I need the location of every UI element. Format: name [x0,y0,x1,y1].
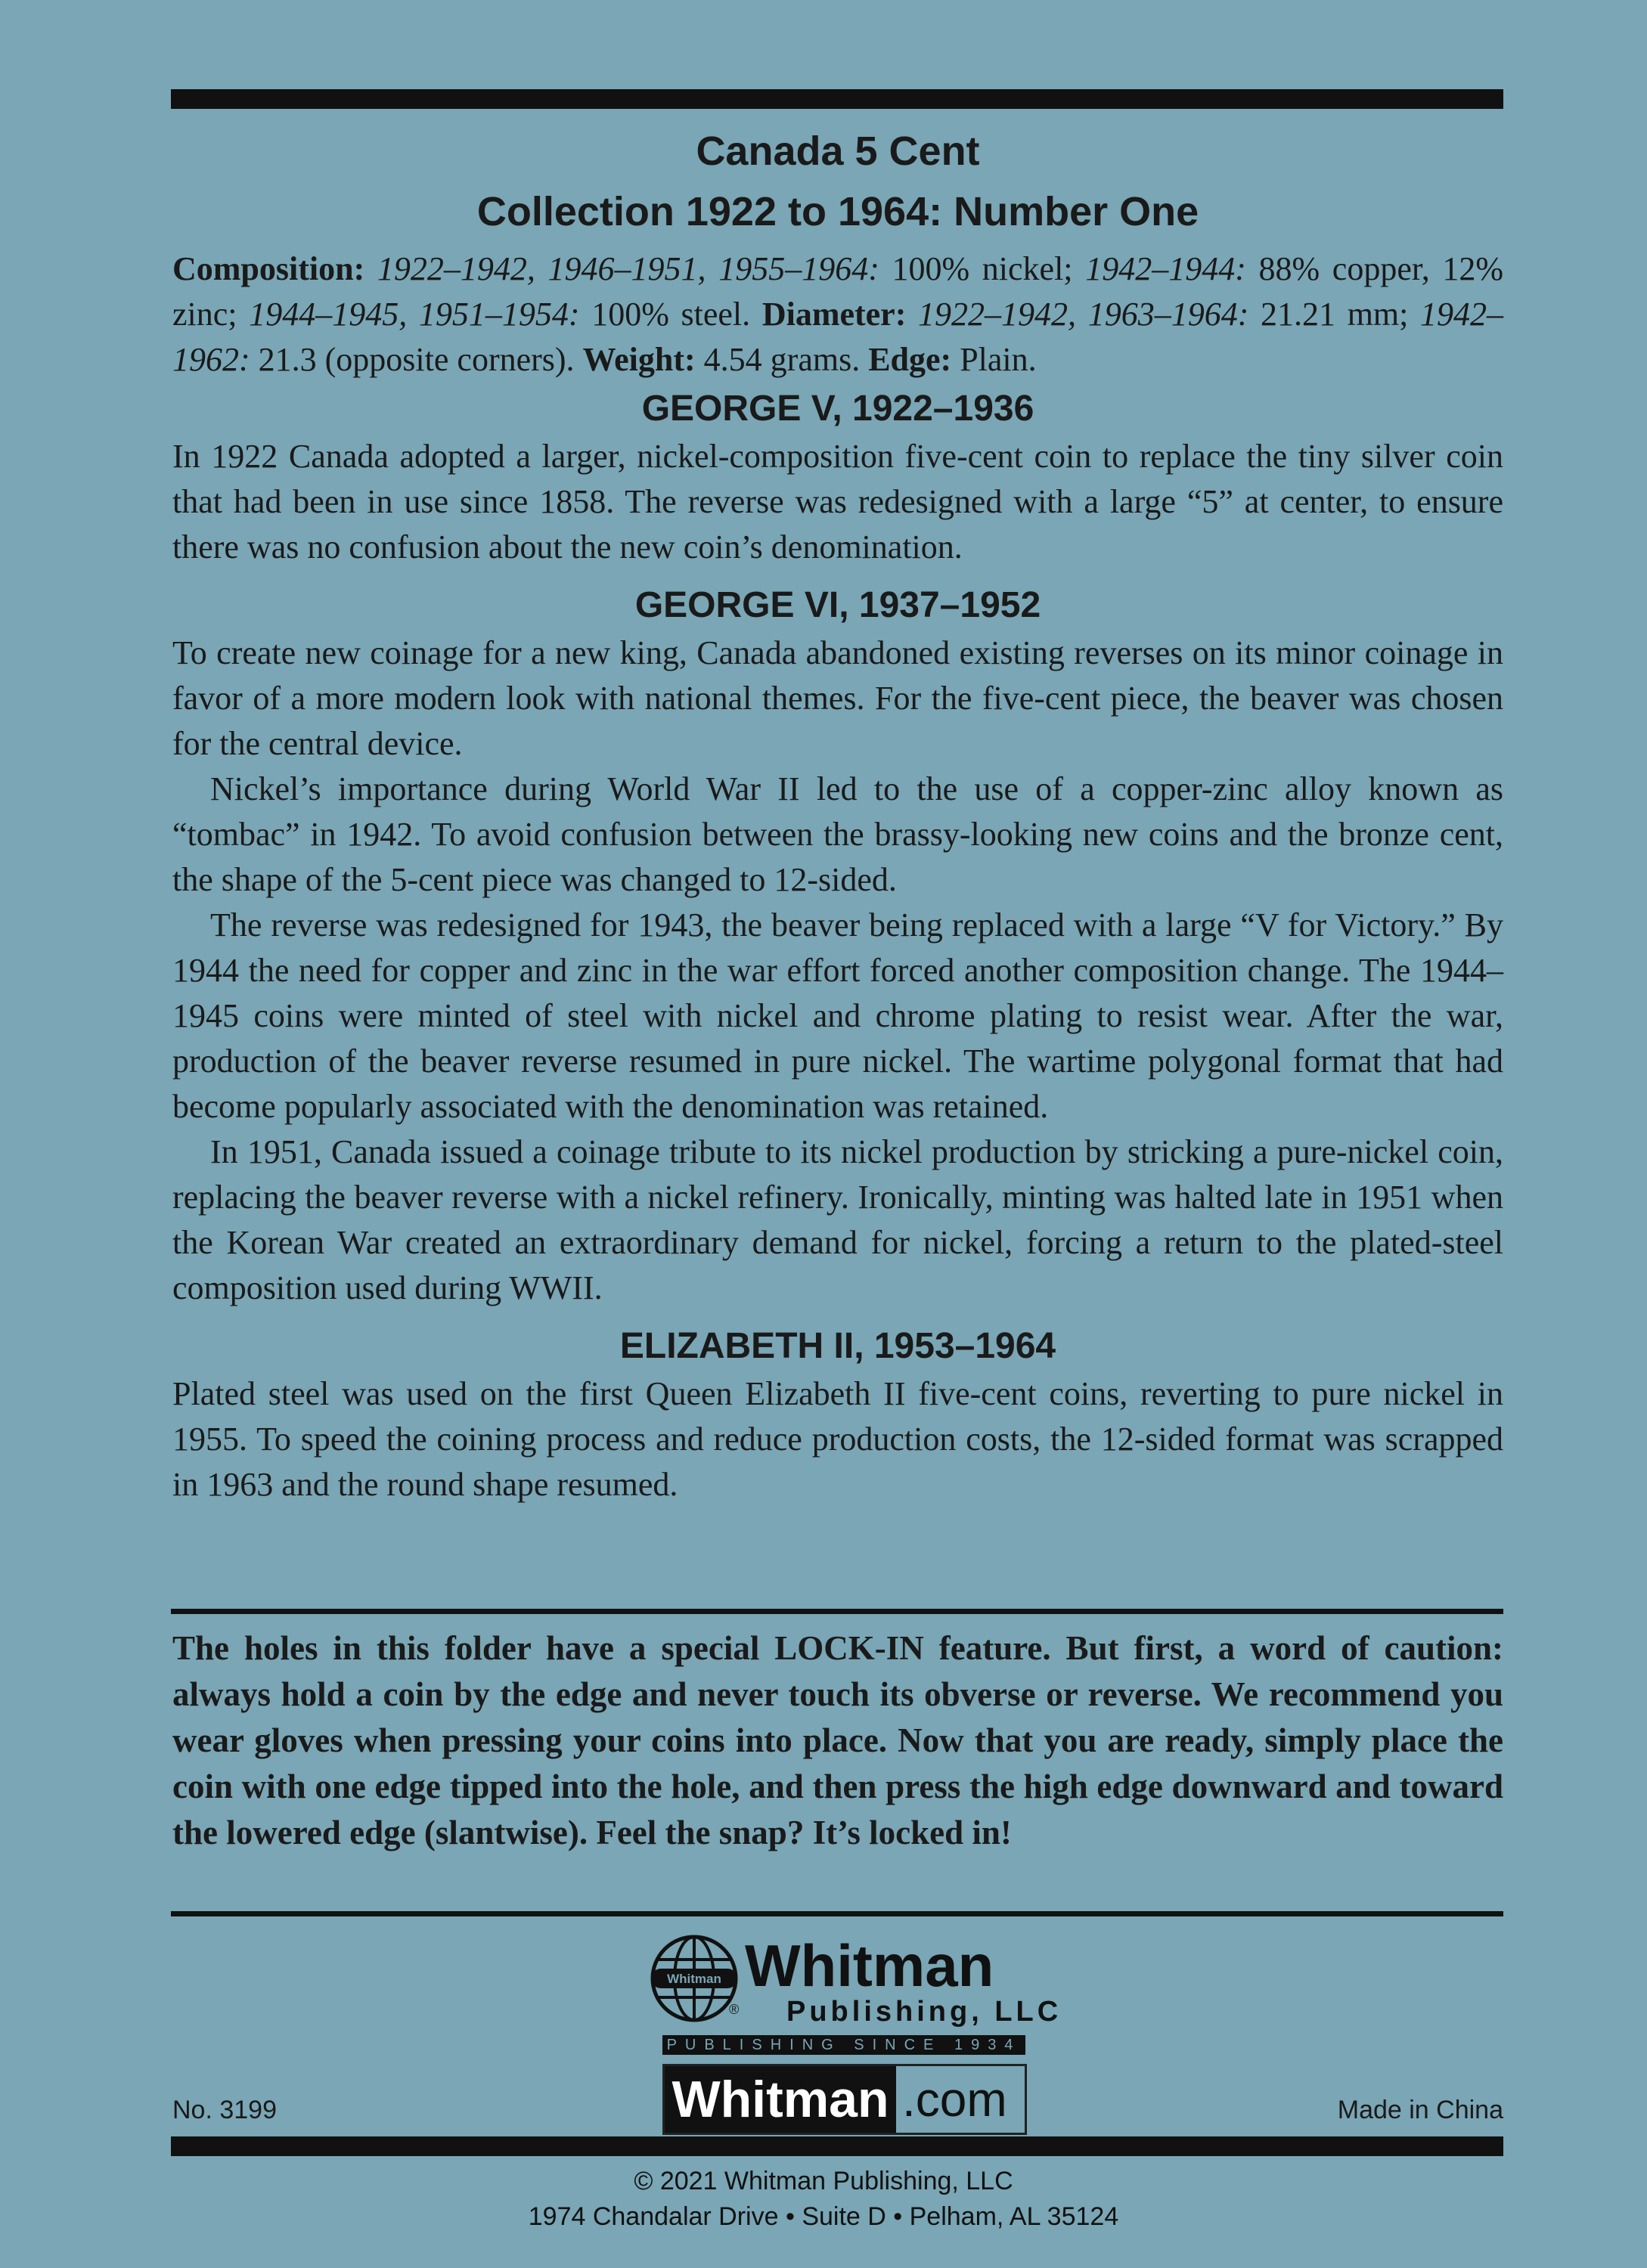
main-content [172,121,1503,1507]
wordmark-text: Whitman [745,1932,994,1999]
lock-in-instructions: The holes in this folder have a special LOCK-IN feature. But first, a word of caution: always hold a coin by the edge and never touch its obverse or reverse. We recommend you wear gloves when pressing your coins into place. Now that you are ready, simply place the coin with one edge tipped into the hole, and then press the high edge downward and toward the lowered edge (slantwise). Feel the snap? It’s locked in! [172,1629,1503,1851]
publishing-since-bar: PUBLISHING SINCE 1934 [662,2035,1025,2055]
dia-value-2: 21.3 (opposite corners). [258,341,575,378]
george-vi-paragraph-3: The reverse was redesigned for 1943, the beaver being replaced with a large “V for Victory.” By 1944 the need for copper and zinc in the war effort forced another composition change. The 1944–1945 coins were minted of steel with nickel and chrome plating to resist wear. After the war, production of the beaver reverse resumed in pure nickel. The wartime polygonal format that had become popularly associated with the denomination was retained. [172,906,1503,1125]
copyright-line: © 2021 Whitman Publishing, LLC [634,2167,1013,2195]
publishing-llc-text: Publishing, LLC [786,1996,1062,2028]
edge-value: Plain. [960,341,1037,378]
bottom-rule [171,2136,1503,2156]
weight-label: Weight: [582,341,696,378]
caution-box [172,1625,1503,1856]
top-rule [171,89,1503,109]
title-line-2: Collection 1922 to 1964: Number One [476,189,1199,234]
george-vi-heading: GEORGE VI, 1937–1952 [634,585,1041,625]
catalog-number: No. 3199 [172,2096,277,2124]
comp-dates-2: 1942–1944: [1085,250,1246,287]
made-in-china: Made in China [1337,2096,1503,2124]
diameter-label: Diameter: [761,296,907,333]
weight-value: 4.54 grams. [703,341,861,378]
website-tld: .com [902,2072,1007,2127]
dia-dates-2: 1942–1962: [172,296,1504,378]
globe-logo-text: Whitman [667,1972,721,1986]
comp-dates-1: 1922–1942, 1946–1951, 1955–1964: [377,250,879,287]
comp-value-2: 88% copper, 12% zinc; [172,250,1504,333]
george-v-heading: GEORGE V, 1922–1936 [641,389,1034,429]
elizabeth-ii-paragraph: Plated steel was used on the first Queen Elizabeth II five-cent coins, reverting to pure nickel in 1955. To speed the coining process and reduce production costs, the 12-sided format was scrapped in 1963 and the round shape resumed. [172,1375,1503,1503]
title-line-1: Canada 5 Cent [696,129,980,174]
george-vi-paragraph-1: To create new coinage for a new king, Canada abandoned existing reverses on its minor coinage in favor of a more modern look with national themes. For the five-cent piece, the beaver was chosen for the central device. [172,634,1503,762]
caution-bottom-rule [171,1911,1503,1916]
whitman-wordmark [745,1932,994,1999]
website-name: Whitman [665,2066,896,2133]
whitman-globe-logo [649,1933,740,2024]
george-v-paragraph: In 1922 Canada adopted a larger, nickel-composition five-cent coin to replace the tiny silver coin that had been in use since 1858. The reverse was redesigned with a large “5” at center, to ensure there was no confusion about the new coin’s denomination. [172,438,1503,565]
dia-dates-1: 1922–1942, 1963–1964: [918,296,1249,333]
comp-dates-3: 1944–1945, 1951–1954: [249,296,580,333]
elizabeth-ii-heading: ELIZABETH II, 1953–1964 [619,1326,1056,1366]
specs-paragraph [172,246,1503,383]
address-line: 1974 Chandalar Drive • Suite D • Pelham, AL 35124 [528,2202,1119,2231]
composition-label: Composition: [172,250,365,287]
edge-label: Edge: [868,341,952,378]
george-vi-paragraph-4: In 1951, Canada issued a coinage tribute to its nickel production by stricking a pure-nickel coin, replacing the beaver reverse with a nickel refinery. Ironically, minting was halted late in 1951 when the Korean War created an extraordinary demand for nickel, forcing a return to the plated-steel composition used during WWII. [172,1133,1503,1306]
caution-top-rule [171,1609,1503,1614]
dia-value-1: 21.21 mm; [1261,296,1409,333]
registered-mark: ® [729,2002,740,2017]
comp-value-3: 100% steel. [591,296,751,333]
comp-value-1: 100% nickel; [892,250,1073,287]
george-vi-paragraph-2: Nickel’s importance during World War II led to the use of a copper-zinc alloy known as “tombac” in 1942. To avoid confusion between the brassy-looking new coins and the bronze cent, the shape of the 5-cent piece was changed to 12-sided. [172,770,1503,898]
whitman-website [662,2064,1027,2135]
